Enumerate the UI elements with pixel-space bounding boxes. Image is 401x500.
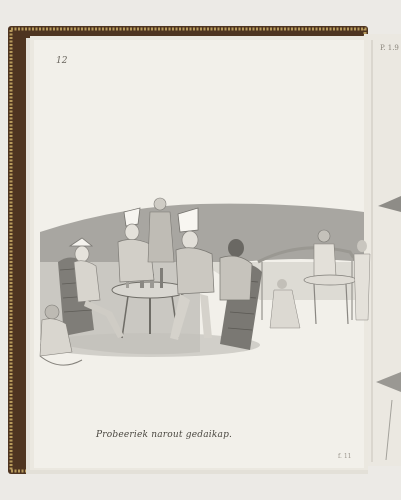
- next-page-number: P. 1.9: [380, 44, 399, 52]
- page-mark: f. 11: [338, 453, 352, 460]
- page-number: 12: [56, 56, 68, 66]
- handwritten-caption: Probeeriek narout gedaikap.: [96, 430, 233, 440]
- next-page: [364, 34, 401, 466]
